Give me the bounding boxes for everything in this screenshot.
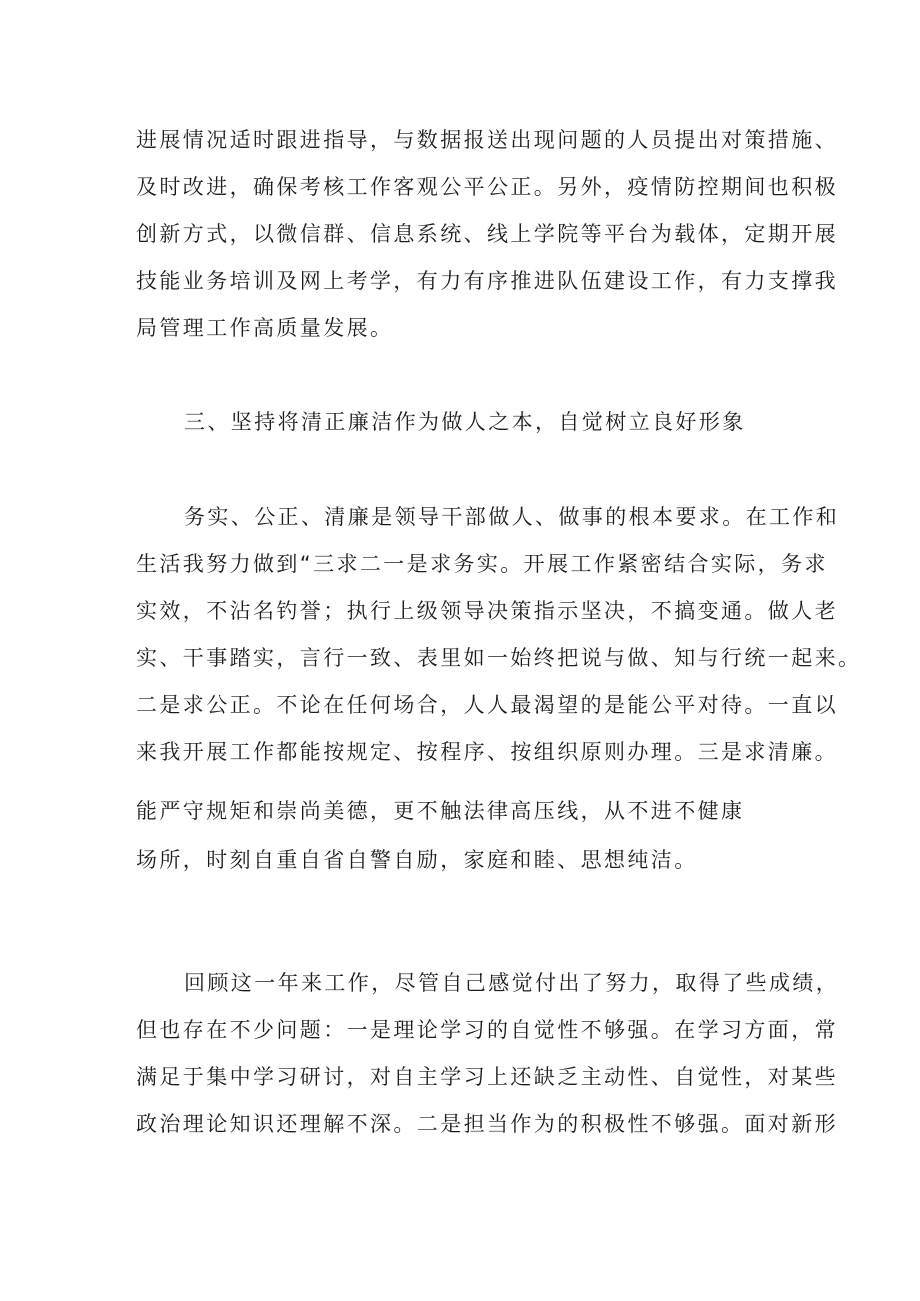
paragraph-2-line-5: 二是求公正。不论在任何场合，人人最渴望的是能公平对待。一直以 <box>136 693 838 717</box>
paragraph-1-line-3: 创新方式，以微信群、信息系统、线上学院等平台为载体，定期开展 <box>136 222 838 246</box>
paragraph-2-line-3: 实效，不沾名钓誉；执行上级领导决策指示坚决，不搞变通。做人老 <box>136 599 838 623</box>
paragraph-2-line-6: 来我开展工作都能按规定、按程序、按组织原则办理。三是求清廉。 <box>136 740 838 764</box>
paragraph-4-line-2: 但也存在不少问题：一是理论学习的自觉性不够强。在学习方面，常 <box>136 1018 838 1042</box>
paragraph-2-line-4: 实、干事踏实，言行一致、表里如一始终把说与做、知与行统一起来。 <box>136 646 862 670</box>
paragraph-1-line-5: 局管理工作高质量发展。 <box>136 316 394 340</box>
paragraph-4-line-1: 回顾这一年来工作，尽管自己感觉付出了努力，取得了些成绩， <box>184 971 840 995</box>
paragraph-2-line-2: 生活我努力做到“三求二一是求务实。开展工作紧密结合实际，务求 <box>136 552 828 576</box>
section-heading: 三、坚持将清正廉洁作为做人之本，自觉树立良好形象 <box>184 410 746 434</box>
paragraph-1-line-4: 技能业务培训及网上考学，有力有序推进队伍建设工作，有力支撑我 <box>136 269 838 293</box>
paragraph-3-line-2: 场所，时刻自重自省自警自励，家庭和睦、思想纯洁。 <box>136 848 698 872</box>
paragraph-1-line-1: 进展情况适时跟进指导，与数据报送出现问题的人员提出对策措施、 <box>136 128 838 152</box>
paragraph-4-line-3: 满足于集中学习研讨，对自主学习上还缺乏主动性、自觉性，对某些 <box>136 1065 838 1089</box>
paragraph-1-line-2: 及时改进，确保考核工作客观公平公正。另外，疫情防控期间也积极 <box>136 175 838 199</box>
paragraph-2-line-1: 务实、公正、清廉是领导干部做人、做事的根本要求。在工作和 <box>184 505 840 529</box>
paragraph-3-line-1: 能严守规矩和崇尚美德，更不触法律高压线，从不进不健康 <box>136 799 745 823</box>
paragraph-4-line-4: 政治理论知识还理解不深。二是担当作为的积极性不够强。面对新形 <box>136 1112 838 1136</box>
